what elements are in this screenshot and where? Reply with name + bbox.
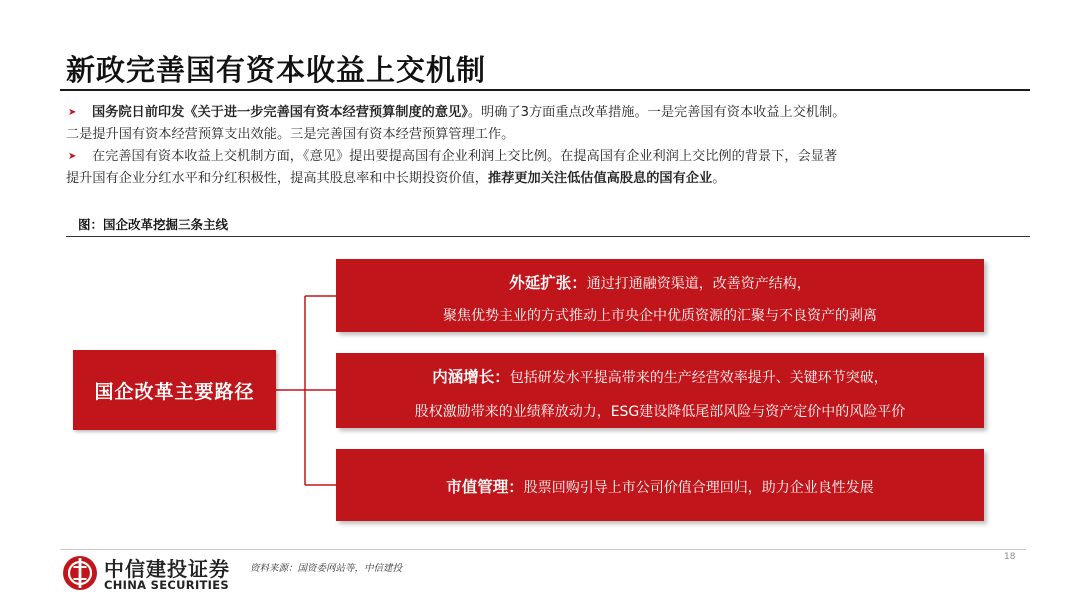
path-box-2-text2: 股权激励带来的业绩释放动力，ESG建设降低尾部风险与资产定价中的风险平价: [414, 404, 906, 420]
bullet-2-text: 在完善国有资本收益上交机制方面，《意见》提出要提高国有企业利润上交比例。在提高国有企业利润上交比例的背景下，会显著: [92, 149, 838, 164]
bullet-1-lead: 国务院日前印发《关于进一步完善国有资本经营预算制度的意见》: [92, 105, 468, 120]
path-box-external-expansion: [336, 259, 984, 332]
bullet-2-tail-end: 。: [712, 171, 726, 186]
path-box-2-text1: 包括研发水平提高带来的生产经营效率提升、关键环节突破，: [509, 370, 888, 386]
path-box-2-heading: 内涵增长：: [432, 368, 510, 386]
path-box-1-line1: [336, 271, 984, 293]
arrow-bullet-icon: ➤: [68, 107, 77, 118]
arrow-bullet-icon: ➤: [68, 151, 77, 162]
path-box-1-text1: 通过打通融资渠道，改善资产结构，: [586, 276, 811, 292]
path-box-1-text2: 聚焦优势主业的方式推动上市央企中优质资源的汇聚与不良资产的剥离: [443, 308, 877, 324]
bullet-1-text: 。明确了3方面重点改革措施。一是完善国有资本收益上交机制。: [467, 105, 846, 120]
page-number: 18: [1004, 552, 1016, 562]
path-box-internal-growth: [336, 353, 984, 428]
company-logo: [60, 553, 240, 593]
logo-en-text: CHINA SECURITIES: [104, 578, 229, 592]
logo-cn-text: 中信建投证券: [104, 557, 230, 581]
source-note: 资料来源：国资委网站等，中信建投: [250, 563, 403, 574]
citic-logo-icon: [60, 553, 100, 593]
path-box-3-line1: [336, 475, 984, 497]
main-path-box: 国企改革主要路径: [73, 350, 276, 430]
footer-divider: [60, 549, 1026, 550]
page-title: 新政完善国有资本收益上交机制: [66, 53, 487, 87]
bullet-2-tail-bold: 推荐更加关注低估值高股息的国有企业: [488, 171, 713, 186]
path-box-2-line1: [336, 365, 984, 387]
bullet-1-text-cont: 二是提升国有资本经营预算支出效能。三是完善国有资本经营预算管理工作。: [66, 127, 515, 142]
path-box-1-heading: 外延扩张：: [509, 274, 587, 292]
path-box-3-text1: 股票回购引导上市公司价值合理回归，助力企业良性发展: [523, 480, 874, 496]
figure-label: 图：国企改革挖掘三条主线: [78, 217, 229, 232]
bullet-2-text-line2: 提升国有企业分红水平和分红积极性，提高其股息率和中长期投资价值，: [66, 171, 488, 186]
path-box-market-cap-management: [336, 449, 984, 521]
path-box-3-heading: 市值管理：: [446, 478, 524, 496]
